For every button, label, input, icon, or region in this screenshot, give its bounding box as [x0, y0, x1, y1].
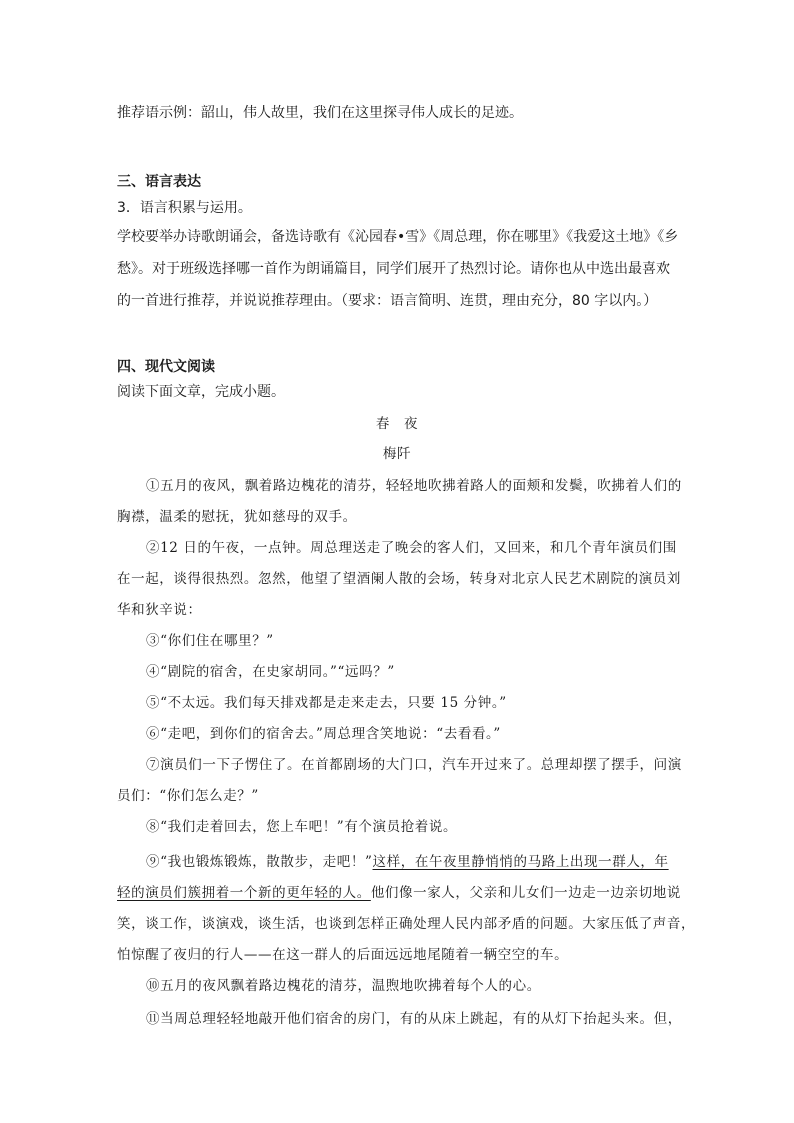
paragraph-9-plain-text: ⑨“我也锻炼锻炼，散散步，走吧！”: [146, 854, 373, 870]
article-line: ⑥“走吧，到你们的宿舍去。”周总理含笑地说：“去看看。”: [146, 726, 501, 742]
article-line: ②12 日的午夜，一点钟。周总理送走了晚会的客人们，又回来，和几个青年演员们围: [146, 540, 677, 556]
article-line: 员们：“你们怎么走？”: [117, 788, 259, 804]
article-line: ③“你们住在哪里？”: [146, 633, 274, 649]
section-3-heading: 三、语言表达: [117, 174, 201, 190]
article-line: 在一起，谈得很热烈。忽然，他望了望酒阑人散的会场，转身对北京人民艺术剧院的演员刘: [117, 571, 681, 587]
article-line: ⑤“不太远。我们每天排戏都是走来走去，只要 15 分钟。”: [146, 695, 507, 711]
question-3-text-line: 学校要举办诗歌朗诵会，备选诗歌有《沁园春•雪》《周总理，你在哪里》《我爱这土地》《乡: [117, 229, 679, 245]
recommend-label: 推荐语示例：: [117, 105, 201, 121]
question-3-text-line: 的一首进行推荐，并说说推荐理由。（要求：语言简明、连贯，理由充分，80 字以内。）: [117, 293, 658, 309]
article-paragraph-11: ⑪当周总理轻轻地敲开他们宿舍的房门，有的从床上跳起，有的从灯下抬起头来。但，: [146, 1011, 682, 1027]
article-author: 梅阡: [382, 446, 412, 462]
recommend-example: [117, 103, 523, 123]
article-line: ④“剧院的宿舍，在史家胡同。”“远吗？”: [146, 664, 395, 680]
recommend-text: 韶山，伟人故里，我们在这里探寻伟人成长的足迹。: [201, 105, 523, 121]
article-line: 胸襟，温柔的慰抚，犹如慈母的双手。: [117, 509, 357, 525]
question-3-title: 3．语言积累与运用。: [117, 200, 252, 216]
article-line: ⑧“我们走着回去，您上车吧！”有个演员抢着说。: [146, 819, 458, 835]
article-paragraph-9-line: 笑，谈工作，谈演戏，谈生活，也谈到怎样正确处理人民内部矛盾的问题。大家压低了声音，: [117, 916, 696, 932]
article-paragraph-9-line: [146, 852, 669, 872]
section-4-heading: 四、现代文阅读: [117, 359, 215, 375]
paragraph-9-underlined-sentence: 轻的演员们簇拥着一个新的更年轻的人。: [117, 885, 371, 901]
paragraph-9-plain-text: 他们像一家人，父亲和儿女们一边走一边亲切地说: [370, 885, 682, 901]
article-line: ⑦演员们一下子愣住了。在首都剧场的大门口，汽车开过来了。总理却摆了摆手，问演: [146, 757, 682, 773]
article-paragraph-9-line: 怕惊醒了夜归的行人——在这一群人的后面远远地尾随着一辆空空的车。: [117, 947, 569, 963]
reading-instruction: 阅读下面文章，完成小题。: [117, 384, 285, 400]
article-title: 春 夜: [375, 416, 419, 432]
article-line: ①五月的夜风，飘着路边槐花的清芬，轻轻地吹拂着路人的面颊和发鬓，吹拂着人们的: [146, 478, 682, 494]
article-line: 华和狄辛说：: [117, 602, 202, 618]
article-paragraph-9-line: [117, 883, 681, 903]
question-3-text-line: 愁》。对于班级选择哪一首作为朗诵篇目，同学们展开了热烈讨论。请你也从中选出最喜欢: [117, 261, 670, 277]
article-paragraph-10: ⑩五月的夜风飘着路边槐花的清芬，温煦地吹拂着每个人的心。: [146, 978, 541, 994]
paragraph-9-underlined-sentence: 这样，在午夜里静悄悄的马路上出现一群人，年: [372, 854, 669, 870]
